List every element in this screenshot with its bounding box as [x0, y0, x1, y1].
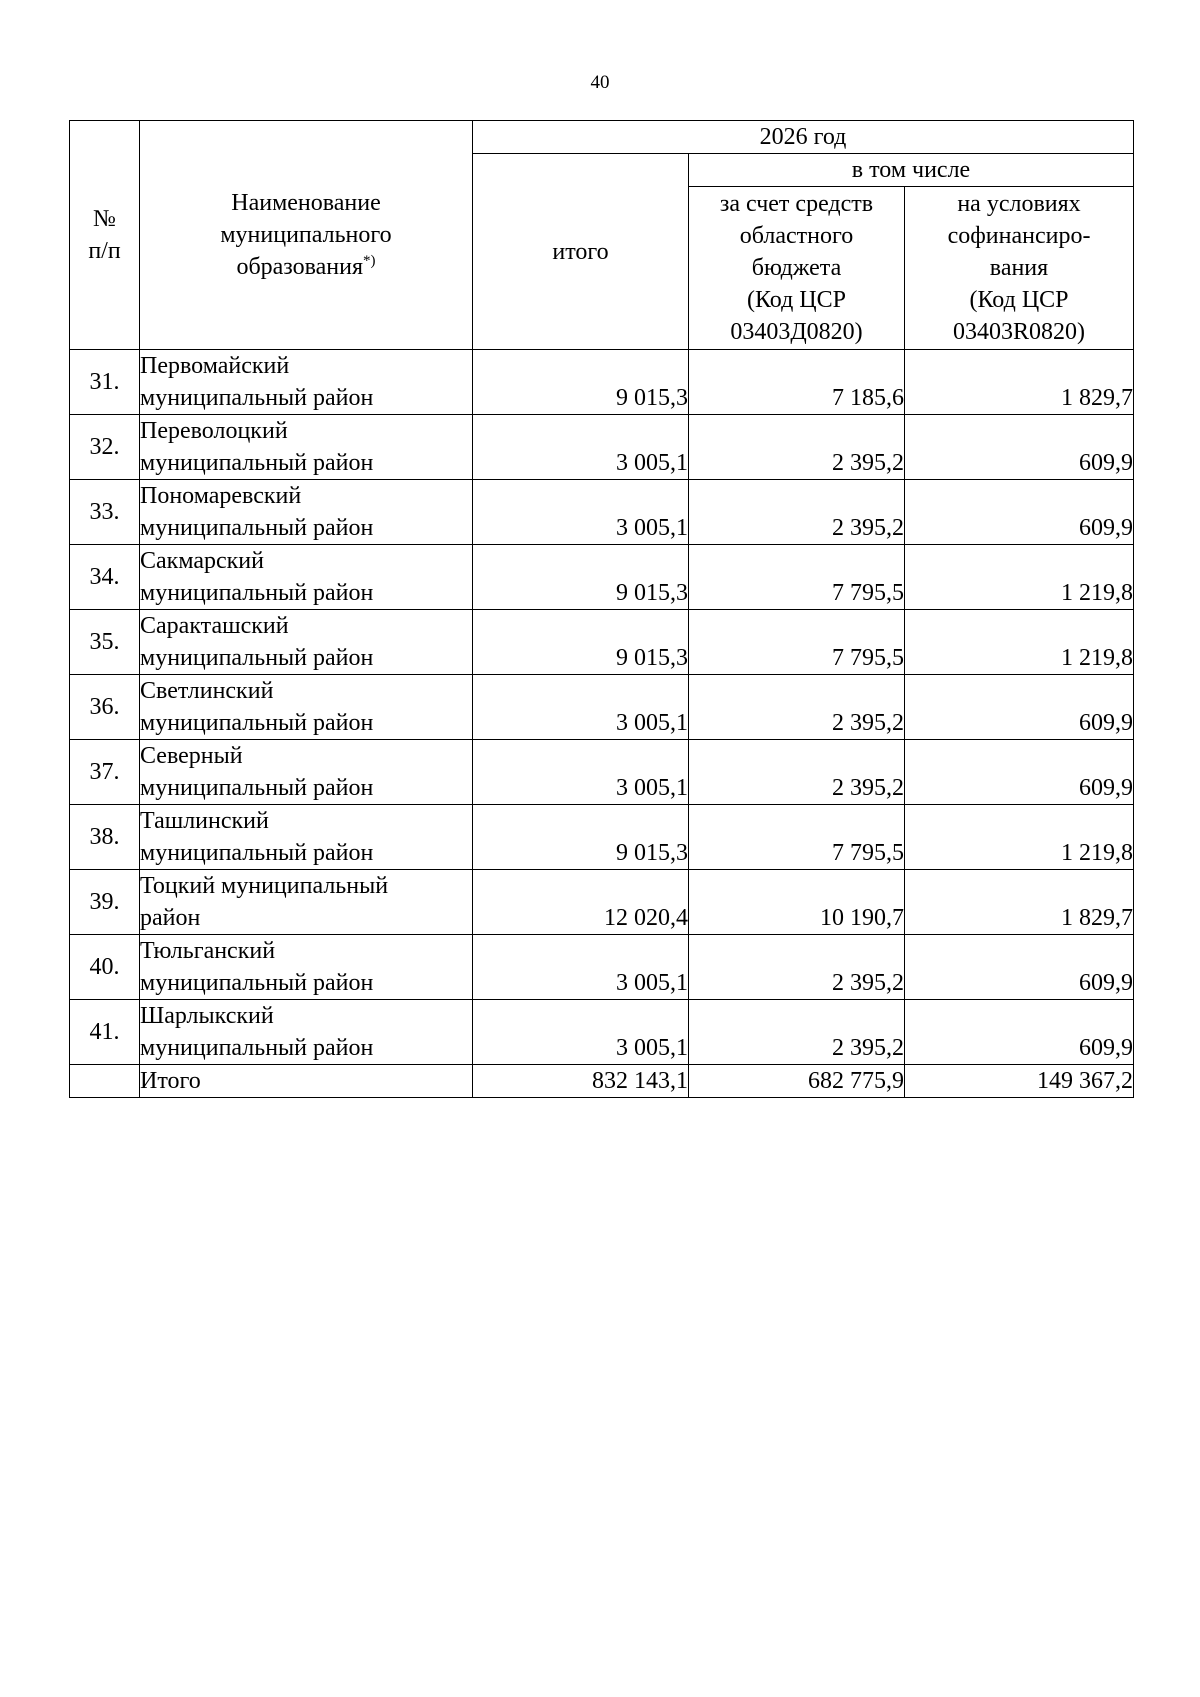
table-row [70, 350, 1134, 415]
row-name: Ташлинский муниципальный район [140, 805, 473, 870]
header-total: итого [473, 154, 689, 350]
table-row [70, 805, 1134, 870]
row-name: Переволоцкий муниципальный район [140, 415, 473, 480]
row-cofinancing: 609,9 [905, 675, 1134, 740]
header-col-num-text: № п/п [88, 206, 121, 264]
table-header [70, 121, 1134, 350]
row-cofinancing: 609,9 [905, 480, 1134, 545]
row-cofinancing: 1 219,8 [905, 545, 1134, 610]
row-cofinancing: 609,9 [905, 1000, 1134, 1065]
row-number: 40. [70, 935, 140, 1000]
row-name: Саракташский муниципальный район [140, 610, 473, 675]
row-cofinancing: 609,9 [905, 415, 1134, 480]
total-row-cofinancing: 149 367,2 [905, 1065, 1134, 1098]
table-row [70, 415, 1134, 480]
row-regional: 7 185,6 [689, 350, 905, 415]
budget-table [69, 120, 1134, 1098]
row-total: 3 005,1 [473, 935, 689, 1000]
row-cofinancing: 1 219,8 [905, 610, 1134, 675]
row-number: 35. [70, 610, 140, 675]
table-row [70, 480, 1134, 545]
row-regional: 7 795,5 [689, 610, 905, 675]
total-row-regional: 682 775,9 [689, 1065, 905, 1098]
row-total: 3 005,1 [473, 675, 689, 740]
row-number: 33. [70, 480, 140, 545]
row-name: Шарлыкский муниципальный район [140, 1000, 473, 1065]
header-cofinancing: на условиях софинансиро- вания (Код ЦСР 03403R0820) [905, 187, 1134, 350]
row-regional: 7 795,5 [689, 805, 905, 870]
row-regional: 2 395,2 [689, 1000, 905, 1065]
row-number: 41. [70, 1000, 140, 1065]
row-total: 12 020,4 [473, 870, 689, 935]
row-name: Первомайский муниципальный район [140, 350, 473, 415]
row-regional: 2 395,2 [689, 480, 905, 545]
table-row [70, 740, 1134, 805]
row-regional: 10 190,7 [689, 870, 905, 935]
table-row [70, 1000, 1134, 1065]
row-total: 9 015,3 [473, 350, 689, 415]
row-regional: 2 395,2 [689, 935, 905, 1000]
row-regional: 7 795,5 [689, 545, 905, 610]
header-col-name-text: Наименование муниципального образования [220, 190, 392, 280]
row-name: Пономаревский муниципальный район [140, 480, 473, 545]
table-body [70, 350, 1134, 1065]
row-number: 34. [70, 545, 140, 610]
header-footnote-mark: *) [363, 253, 376, 269]
row-cofinancing: 1 219,8 [905, 805, 1134, 870]
row-regional: 2 395,2 [689, 740, 905, 805]
row-total: 3 005,1 [473, 740, 689, 805]
table-row [70, 935, 1134, 1000]
row-number: 38. [70, 805, 140, 870]
header-col-num [70, 121, 140, 350]
row-name: Северный муниципальный район [140, 740, 473, 805]
header-regional: за счет средств областного бюджета (Код ЦСР 03403Д0820) [689, 187, 905, 350]
header-including: в том числе [689, 154, 1134, 187]
row-name: Тоцкий муниципальный район [140, 870, 473, 935]
header-col-name [140, 121, 473, 350]
row-number: 32. [70, 415, 140, 480]
row-number: 31. [70, 350, 140, 415]
row-total: 3 005,1 [473, 1000, 689, 1065]
total-row-label: Итого [140, 1065, 473, 1098]
table-row [70, 545, 1134, 610]
row-total: 3 005,1 [473, 415, 689, 480]
total-row [70, 1065, 1134, 1098]
row-number: 37. [70, 740, 140, 805]
row-total: 9 015,3 [473, 545, 689, 610]
row-cofinancing: 1 829,7 [905, 870, 1134, 935]
table-row [70, 610, 1134, 675]
row-regional: 2 395,2 [689, 415, 905, 480]
header-year: 2026 год [473, 121, 1134, 154]
row-regional: 2 395,2 [689, 675, 905, 740]
row-cofinancing: 609,9 [905, 935, 1134, 1000]
table-row [70, 675, 1134, 740]
table-row [70, 870, 1134, 935]
row-total: 9 015,3 [473, 805, 689, 870]
page-number: 40 [590, 72, 610, 93]
row-name: Сакмарский муниципальный район [140, 545, 473, 610]
row-number: 36. [70, 675, 140, 740]
row-cofinancing: 609,9 [905, 740, 1134, 805]
row-number: 39. [70, 870, 140, 935]
total-row-total: 832 143,1 [473, 1065, 689, 1098]
row-cofinancing: 1 829,7 [905, 350, 1134, 415]
row-name: Светлинский муниципальный район [140, 675, 473, 740]
row-total: 9 015,3 [473, 610, 689, 675]
total-row-num [70, 1065, 140, 1098]
row-name: Тюльганский муниципальный район [140, 935, 473, 1000]
row-total: 3 005,1 [473, 480, 689, 545]
